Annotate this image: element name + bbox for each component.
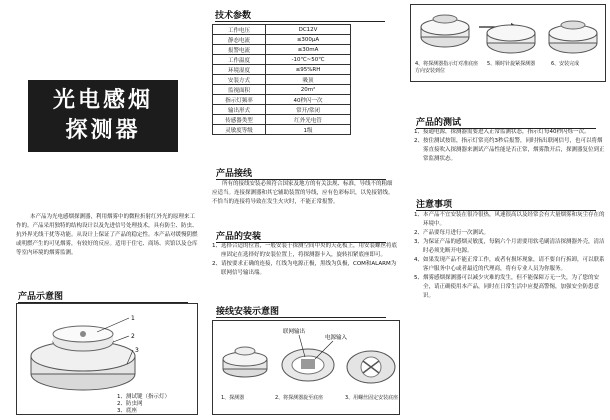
spec-value: 红外光电管 (266, 115, 351, 125)
spec-key: 环境湿度 (213, 65, 266, 75)
spec-row (213, 45, 351, 55)
spec-key: 灵敏度等级 (213, 125, 266, 135)
install-item: 1、选择合适的位置，一般安装于探测空间中央的天花板上，用安装螺丝将底座固定在选择好的安装位置上，将探测器卡入，旋转扣紧底座即可。 (212, 243, 398, 258)
notes-section-title (416, 197, 596, 211)
install-title-text: 产品的安装 (216, 232, 262, 242)
mounting-step-caption: 5、顺时针旋紧探测器 (487, 61, 536, 67)
product-title-line1: 光电感烟 (52, 88, 153, 113)
tech-title-text: 技术参数 (215, 11, 252, 21)
spec-key: 输出形式 (213, 105, 266, 115)
test-list (414, 128, 606, 164)
install-section-title (216, 229, 386, 243)
note-item: 5、烟雾感烟探测器可以减少灾难的发生，但不能保障万无一失，为了您的安全，请正确使用本产品，同时在日常生活中应提高警惕，加强安全防患意识。 (414, 275, 600, 299)
callout-2: 2 (131, 333, 135, 340)
note-item: 2、产品要每月进行一次测试。 (414, 230, 490, 236)
spec-key: 报警电流 (213, 45, 266, 55)
spec-row (213, 125, 351, 135)
product-title-box (28, 80, 178, 152)
spec-row (213, 95, 351, 105)
install-diagram-box (212, 320, 400, 415)
spec-row (213, 75, 351, 85)
diagram-section-title (18, 289, 188, 303)
legend-item: 3、底座 (117, 408, 137, 414)
wiring-section-title (216, 166, 386, 180)
spec-row (213, 115, 351, 125)
spec-row (213, 35, 351, 45)
tech-spec-section-title (215, 8, 385, 22)
spec-value: ≤300μA (266, 35, 351, 45)
wiring-paragraph: 所有的接线安装必须符合国家及地方的有关法规、标准，导线不的粗细应适当。连接探测器和其它辅助装置的导线，应有色彩标识，以免接错线。不恰当的连接将导致在发生火灾时，不能正常报警。 (212, 181, 394, 205)
spec-row (213, 85, 351, 95)
spec-key: 工作电压 (213, 25, 266, 35)
note-item: 4、如果发现产品不能正常工作，或者有损坏现象，请不要自行拆卸，可以联系客户服务中心或者最近的代理商，将有专业人员为你服务。 (414, 257, 605, 272)
spec-value: DC12V (266, 25, 351, 35)
test-title-text: 产品的测试 (416, 118, 462, 128)
spec-value: 20m² (266, 85, 351, 95)
install-item: 2、请按要求正确的连接，红线为电源正极，黑线为负极，COM和ALARM为联网信号输出端。 (212, 261, 397, 276)
spec-value: ≤95%RH (266, 65, 351, 75)
note-item: 1、本产品不宜安装在很冷很热，风速很高以及经常会有大量烟雾和灰尘存在的环境中。 (414, 212, 605, 227)
spec-row (213, 55, 351, 65)
spec-table (212, 24, 351, 135)
spec-value: 40秒闪一次 (266, 95, 351, 105)
spec-key: 静态电流 (213, 35, 266, 45)
product-title-line2: 探测器 (65, 118, 141, 143)
install-diagram-section-title (216, 304, 386, 318)
spec-key: 传感器类型 (213, 115, 266, 125)
install-step-caption: 2、将探测器旋至底座 (275, 395, 324, 401)
note-item: 3、为保证产品的感烟灵敏度，每隔六个月需要用软毛刷清洁探测器外壳，清洁时必须先断开电源。 (414, 239, 605, 254)
spec-value: 1级 (266, 125, 351, 135)
test-item: 1、接通电源，探测器需要进入正常监测状态，指示灯每40秒闪烁一次。 (414, 129, 590, 135)
test-section-title (416, 115, 596, 129)
install-list (212, 242, 398, 278)
diagram-title-text: 产品示意图 (18, 292, 64, 302)
spec-value: -10℃~50℃ (266, 55, 351, 65)
spec-key: 安装方式 (213, 75, 266, 85)
install-step-caption: 1、探测器 (221, 395, 245, 401)
product-diagram-box (16, 303, 198, 415)
spec-value: 常开/常闭 (266, 105, 351, 115)
legend-item: 2、防虫网 (117, 401, 143, 407)
spec-key: 工作温度 (213, 55, 266, 65)
test-item: 2、按住测试按钮，指示灯常亮约3秒后报警，同时指出联网信号，也可以将烟雾直接吹入探测器来测试产品性能是否正常，烟雾散开后，探测器复位到正常监测状态。 (414, 138, 605, 162)
mounting-step-caption: 4、将探测器指示灯对准底座方向安装到位 (415, 61, 479, 74)
notes-title-text: 注意事项 (416, 200, 453, 210)
spec-row (213, 65, 351, 75)
label-network-out: 联网输出 (283, 329, 306, 335)
spec-value: 吸顶 (266, 75, 351, 85)
callout-1: 1 (131, 315, 135, 322)
mounting-step-caption: 6、安装完成 (551, 61, 580, 67)
label-power-in: 电源输入 (325, 335, 348, 341)
intro-paragraph: 本产品为光电感烟探测器，利用烟雾中的微粒折射红外光的原理来工作的。产品采用独特的结构设计以及先进信号处理技术，具有防尘、防虫、抗外界光线干扰等功能。从设计上保证了产品的稳定性。本产品对缓慢阴燃或明燃产生的可见烟雾，有较好的反应。适用于住宅、商场、宾馆以及仓库等室内环境的烟雾监测。 (16, 214, 198, 256)
callout-3: 3 (135, 347, 139, 354)
mounting-steps-box (410, 4, 606, 82)
spec-row (213, 105, 351, 115)
spec-row (213, 25, 351, 35)
diagram-legend (117, 394, 197, 415)
wiring-title-text: 产品接线 (216, 169, 253, 179)
install-diagram-title-text: 接线安装示意图 (216, 307, 280, 317)
install-step-caption: 3、用螺丝固定安装底座 (345, 395, 399, 401)
spec-key: 监视面积 (213, 85, 266, 95)
spec-value: ≤30mA (266, 45, 351, 55)
notes-list (414, 211, 606, 301)
spec-key: 指示灯频率 (213, 95, 266, 105)
legend-item: 1、测试键（指示灯） (117, 394, 170, 400)
